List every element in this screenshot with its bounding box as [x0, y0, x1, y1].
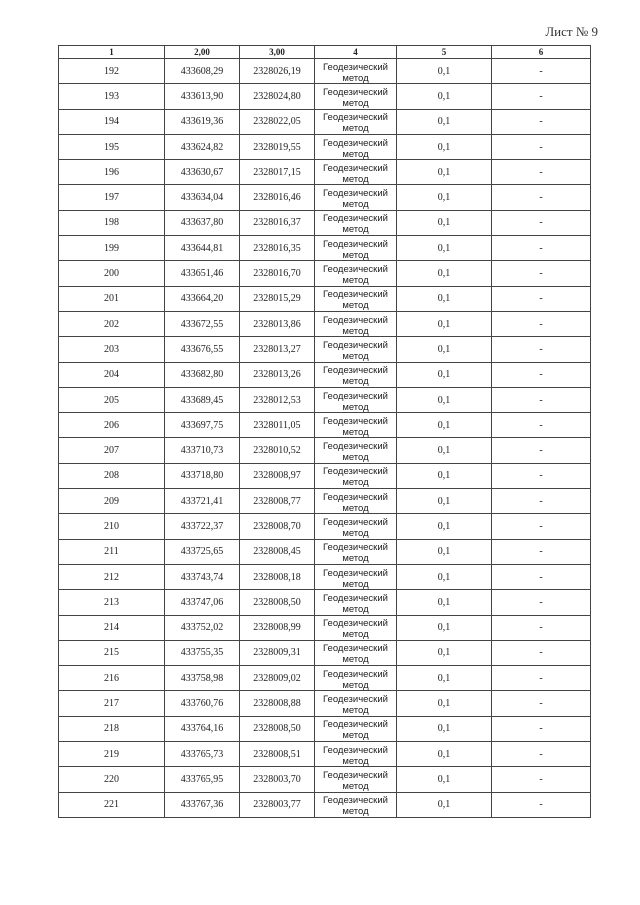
method-cell [315, 59, 397, 84]
accuracy-cell: 0,1 [397, 640, 492, 665]
header-col-1: 1 [59, 46, 165, 59]
y-coordinate-cell: 2328008,18 [240, 564, 315, 589]
note-cell: - [492, 489, 591, 514]
accuracy-cell: 0,1 [397, 59, 492, 84]
y-coordinate-cell: 2328016,37 [240, 210, 315, 235]
method-line-2: метод [342, 325, 369, 337]
method-cell [315, 742, 397, 767]
point-number-cell: 214 [59, 615, 165, 640]
table-row [59, 716, 591, 741]
method-line-2: метод [342, 275, 369, 287]
method-line-1: Геодезический [323, 162, 388, 174]
point-number-cell: 199 [59, 236, 165, 261]
point-number-cell: 208 [59, 463, 165, 488]
method-line-1: Геодезический [323, 441, 388, 453]
method-line-2: метод [342, 806, 369, 818]
x-coordinate-cell: 433619,36 [165, 109, 240, 134]
method-cell [315, 362, 397, 387]
table-row [59, 362, 591, 387]
note-cell: - [492, 236, 591, 261]
method-line-1: Геодезический [323, 466, 388, 478]
accuracy-cell: 0,1 [397, 615, 492, 640]
method-line-1: Геодезический [323, 61, 388, 73]
x-coordinate-cell: 433644,81 [165, 236, 240, 261]
method-line-1: Геодезический [323, 188, 388, 200]
x-coordinate-cell: 433676,55 [165, 337, 240, 362]
method-cell [315, 84, 397, 109]
header-col-5: 5 [397, 46, 492, 59]
point-number-cell: 206 [59, 413, 165, 438]
y-coordinate-cell: 2328010,52 [240, 438, 315, 463]
x-coordinate-cell: 433767,36 [165, 792, 240, 817]
x-coordinate-cell: 433752,02 [165, 615, 240, 640]
accuracy-cell: 0,1 [397, 387, 492, 412]
accuracy-cell: 0,1 [397, 514, 492, 539]
accuracy-cell: 0,1 [397, 590, 492, 615]
method-line-1: Геодезический [323, 86, 388, 98]
point-number-cell: 204 [59, 362, 165, 387]
method-line-1: Геодезический [323, 643, 388, 655]
table-row [59, 261, 591, 286]
note-cell: - [492, 185, 591, 210]
note-cell: - [492, 767, 591, 792]
x-coordinate-cell: 433765,73 [165, 742, 240, 767]
table-row [59, 387, 591, 412]
table-row [59, 160, 591, 185]
method-line-1: Геодезический [323, 339, 388, 351]
accuracy-cell: 0,1 [397, 210, 492, 235]
method-cell [315, 615, 397, 640]
table-row [59, 615, 591, 640]
y-coordinate-cell: 2328012,53 [240, 387, 315, 412]
note-cell: - [492, 742, 591, 767]
y-coordinate-cell: 2328024,80 [240, 84, 315, 109]
method-line-1: Геодезический [323, 289, 388, 301]
method-cell [315, 691, 397, 716]
accuracy-cell: 0,1 [397, 109, 492, 134]
method-line-1: Геодезический [323, 314, 388, 326]
table-row [59, 564, 591, 589]
method-cell [315, 438, 397, 463]
accuracy-cell: 0,1 [397, 463, 492, 488]
note-cell: - [492, 590, 591, 615]
method-line-1: Геодезический [323, 491, 388, 503]
method-line-1: Геодезический [323, 668, 388, 680]
method-cell [315, 311, 397, 336]
method-line-2: метод [342, 300, 369, 312]
header-col-4: 4 [315, 46, 397, 59]
method-cell [315, 185, 397, 210]
method-cell [315, 564, 397, 589]
method-line-1: Геодезический [323, 264, 388, 276]
method-line-1: Геодезический [323, 567, 388, 579]
y-coordinate-cell: 2328016,35 [240, 236, 315, 261]
accuracy-cell: 0,1 [397, 337, 492, 362]
table-row [59, 236, 591, 261]
method-line-1: Геодезический [323, 390, 388, 402]
x-coordinate-cell: 433743,74 [165, 564, 240, 589]
accuracy-cell: 0,1 [397, 539, 492, 564]
method-cell [315, 514, 397, 539]
method-line-2: метод [342, 173, 369, 185]
note-cell: - [492, 413, 591, 438]
y-coordinate-cell: 2328009,31 [240, 640, 315, 665]
x-coordinate-cell: 433725,65 [165, 539, 240, 564]
table-row [59, 185, 591, 210]
y-coordinate-cell: 2328008,50 [240, 716, 315, 741]
note-cell: - [492, 564, 591, 589]
table-row [59, 210, 591, 235]
note-cell: - [492, 311, 591, 336]
method-line-2: метод [342, 376, 369, 388]
x-coordinate-cell: 433755,35 [165, 640, 240, 665]
x-coordinate-cell: 433624,82 [165, 134, 240, 159]
note-cell: - [492, 615, 591, 640]
method-line-2: метод [342, 755, 369, 767]
point-number-cell: 194 [59, 109, 165, 134]
point-number-cell: 197 [59, 185, 165, 210]
method-line-1: Геодезический [323, 744, 388, 756]
method-line-1: Геодезический [323, 719, 388, 731]
note-cell: - [492, 514, 591, 539]
table-row [59, 640, 591, 665]
method-cell [315, 286, 397, 311]
method-line-2: метод [342, 705, 369, 717]
point-number-cell: 216 [59, 666, 165, 691]
point-number-cell: 192 [59, 59, 165, 84]
y-coordinate-cell: 2328013,26 [240, 362, 315, 387]
accuracy-cell: 0,1 [397, 160, 492, 185]
accuracy-cell: 0,1 [397, 742, 492, 767]
method-cell [315, 337, 397, 362]
method-cell [315, 109, 397, 134]
y-coordinate-cell: 2328016,70 [240, 261, 315, 286]
method-line-1: Геодезический [323, 238, 388, 250]
x-coordinate-cell: 433722,37 [165, 514, 240, 539]
table-header [59, 46, 591, 59]
point-number-cell: 201 [59, 286, 165, 311]
note-cell: - [492, 539, 591, 564]
accuracy-cell: 0,1 [397, 691, 492, 716]
table-row [59, 413, 591, 438]
note-cell: - [492, 792, 591, 817]
accuracy-cell: 0,1 [397, 185, 492, 210]
point-number-cell: 193 [59, 84, 165, 109]
table-row [59, 792, 591, 817]
note-cell: - [492, 160, 591, 185]
header-col-6: 6 [492, 46, 591, 59]
point-number-cell: 210 [59, 514, 165, 539]
y-coordinate-cell: 2328008,97 [240, 463, 315, 488]
y-coordinate-cell: 2328008,70 [240, 514, 315, 539]
y-coordinate-cell: 2328013,86 [240, 311, 315, 336]
method-line-2: метод [342, 148, 369, 160]
method-cell [315, 666, 397, 691]
accuracy-cell: 0,1 [397, 564, 492, 589]
point-number-cell: 203 [59, 337, 165, 362]
header-col-3: 3,00 [240, 46, 315, 59]
point-number-cell: 221 [59, 792, 165, 817]
x-coordinate-cell: 433651,46 [165, 261, 240, 286]
point-number-cell: 205 [59, 387, 165, 412]
method-line-1: Геодезический [323, 618, 388, 630]
method-line-2: метод [342, 578, 369, 590]
note-cell: - [492, 438, 591, 463]
method-line-1: Геодезический [323, 542, 388, 554]
table-row [59, 666, 591, 691]
point-number-cell: 209 [59, 489, 165, 514]
y-coordinate-cell: 2328008,50 [240, 590, 315, 615]
point-number-cell: 218 [59, 716, 165, 741]
method-cell [315, 210, 397, 235]
method-line-1: Геодезический [323, 415, 388, 427]
note-cell: - [492, 691, 591, 716]
x-coordinate-cell: 433637,80 [165, 210, 240, 235]
note-cell: - [492, 463, 591, 488]
accuracy-cell: 0,1 [397, 84, 492, 109]
y-coordinate-cell: 2328008,45 [240, 539, 315, 564]
x-coordinate-cell: 433758,98 [165, 666, 240, 691]
note-cell: - [492, 109, 591, 134]
method-line-1: Геодезический [323, 795, 388, 807]
x-coordinate-cell: 433765,95 [165, 767, 240, 792]
method-line-2: метод [342, 249, 369, 261]
y-coordinate-cell: 2328009,02 [240, 666, 315, 691]
method-cell [315, 134, 397, 159]
method-line-2: метод [342, 199, 369, 211]
method-line-2: метод [342, 452, 369, 464]
note-cell: - [492, 337, 591, 362]
table-row [59, 84, 591, 109]
note-cell: - [492, 286, 591, 311]
point-number-cell: 207 [59, 438, 165, 463]
sheet-number-label: Лист № 9 [545, 24, 598, 39]
method-cell [315, 590, 397, 615]
method-cell [315, 387, 397, 412]
method-line-2: метод [342, 780, 369, 792]
note-cell: - [492, 134, 591, 159]
point-number-cell: 219 [59, 742, 165, 767]
method-cell [315, 261, 397, 286]
y-coordinate-cell: 2328013,27 [240, 337, 315, 362]
method-cell [315, 489, 397, 514]
point-number-cell: 215 [59, 640, 165, 665]
note-cell: - [492, 666, 591, 691]
x-coordinate-cell: 433634,04 [165, 185, 240, 210]
table-row [59, 134, 591, 159]
y-coordinate-cell: 2328003,77 [240, 792, 315, 817]
method-line-1: Геодезический [323, 365, 388, 377]
x-coordinate-cell: 433760,76 [165, 691, 240, 716]
point-number-cell: 200 [59, 261, 165, 286]
method-line-2: метод [342, 502, 369, 514]
method-line-1: Геодезический [323, 516, 388, 528]
accuracy-cell: 0,1 [397, 134, 492, 159]
table-row [59, 767, 591, 792]
x-coordinate-cell: 433664,20 [165, 286, 240, 311]
x-coordinate-cell: 433721,41 [165, 489, 240, 514]
note-cell: - [492, 362, 591, 387]
table-row [59, 742, 591, 767]
x-coordinate-cell: 433672,55 [165, 311, 240, 336]
accuracy-cell: 0,1 [397, 666, 492, 691]
note-cell: - [492, 84, 591, 109]
y-coordinate-cell: 2328026,19 [240, 59, 315, 84]
table-row [59, 590, 591, 615]
method-line-2: метод [342, 654, 369, 666]
table-row [59, 438, 591, 463]
method-line-2: метод [342, 679, 369, 691]
coordinates-table [58, 45, 591, 818]
x-coordinate-cell: 433747,06 [165, 590, 240, 615]
point-number-cell: 202 [59, 311, 165, 336]
method-cell [315, 236, 397, 261]
x-coordinate-cell: 433697,75 [165, 413, 240, 438]
x-coordinate-cell: 433710,73 [165, 438, 240, 463]
method-line-1: Геодезический [323, 137, 388, 149]
point-number-cell: 196 [59, 160, 165, 185]
y-coordinate-cell: 2328008,88 [240, 691, 315, 716]
point-number-cell: 198 [59, 210, 165, 235]
y-coordinate-cell: 2328017,15 [240, 160, 315, 185]
method-cell [315, 767, 397, 792]
header-row [59, 46, 591, 59]
note-cell: - [492, 261, 591, 286]
table-row [59, 109, 591, 134]
method-cell [315, 539, 397, 564]
note-cell: - [492, 716, 591, 741]
method-cell [315, 160, 397, 185]
point-number-cell: 195 [59, 134, 165, 159]
x-coordinate-cell: 433613,90 [165, 84, 240, 109]
y-coordinate-cell: 2328015,29 [240, 286, 315, 311]
table-row [59, 59, 591, 84]
table-row [59, 311, 591, 336]
accuracy-cell: 0,1 [397, 438, 492, 463]
method-line-2: метод [342, 730, 369, 742]
x-coordinate-cell: 433630,67 [165, 160, 240, 185]
accuracy-cell: 0,1 [397, 261, 492, 286]
method-line-1: Геодезический [323, 112, 388, 124]
accuracy-cell: 0,1 [397, 413, 492, 438]
method-cell [315, 463, 397, 488]
table-row [59, 286, 591, 311]
accuracy-cell: 0,1 [397, 767, 492, 792]
accuracy-cell: 0,1 [397, 311, 492, 336]
method-line-2: метод [342, 350, 369, 362]
point-number-cell: 213 [59, 590, 165, 615]
method-line-2: метод [342, 629, 369, 641]
y-coordinate-cell: 2328008,77 [240, 489, 315, 514]
point-number-cell: 212 [59, 564, 165, 589]
method-line-2: метод [342, 426, 369, 438]
accuracy-cell: 0,1 [397, 716, 492, 741]
y-coordinate-cell: 2328008,99 [240, 615, 315, 640]
accuracy-cell: 0,1 [397, 362, 492, 387]
y-coordinate-cell: 2328011,05 [240, 413, 315, 438]
method-cell [315, 792, 397, 817]
point-number-cell: 217 [59, 691, 165, 716]
table-row [59, 539, 591, 564]
accuracy-cell: 0,1 [397, 236, 492, 261]
y-coordinate-cell: 2328008,51 [240, 742, 315, 767]
method-line-2: метод [342, 527, 369, 539]
method-line-2: метод [342, 72, 369, 84]
y-coordinate-cell: 2328019,55 [240, 134, 315, 159]
header-col-2: 2,00 [165, 46, 240, 59]
table-row [59, 337, 591, 362]
y-coordinate-cell: 2328003,70 [240, 767, 315, 792]
method-line-1: Геодезический [323, 592, 388, 604]
method-line-2: метод [342, 123, 369, 135]
accuracy-cell: 0,1 [397, 792, 492, 817]
method-line-1: Геодезический [323, 694, 388, 706]
x-coordinate-cell: 433682,80 [165, 362, 240, 387]
method-line-2: метод [342, 224, 369, 236]
y-coordinate-cell: 2328016,46 [240, 185, 315, 210]
point-number-cell: 211 [59, 539, 165, 564]
table-row [59, 691, 591, 716]
method-line-1: Геодезический [323, 769, 388, 781]
x-coordinate-cell: 433608,29 [165, 59, 240, 84]
method-line-2: метод [342, 477, 369, 489]
y-coordinate-cell: 2328022,05 [240, 109, 315, 134]
method-cell [315, 716, 397, 741]
note-cell: - [492, 387, 591, 412]
x-coordinate-cell: 433689,45 [165, 387, 240, 412]
table-body [59, 59, 591, 818]
x-coordinate-cell: 433718,80 [165, 463, 240, 488]
accuracy-cell: 0,1 [397, 286, 492, 311]
note-cell: - [492, 640, 591, 665]
method-line-2: метод [342, 401, 369, 413]
method-line-2: метод [342, 97, 369, 109]
method-line-2: метод [342, 603, 369, 615]
table-row [59, 514, 591, 539]
note-cell: - [492, 210, 591, 235]
accuracy-cell: 0,1 [397, 489, 492, 514]
table-row [59, 489, 591, 514]
method-cell [315, 640, 397, 665]
table-row [59, 463, 591, 488]
method-cell [315, 413, 397, 438]
note-cell: - [492, 59, 591, 84]
x-coordinate-cell: 433764,16 [165, 716, 240, 741]
method-line-1: Геодезический [323, 213, 388, 225]
method-line-2: метод [342, 553, 369, 565]
point-number-cell: 220 [59, 767, 165, 792]
